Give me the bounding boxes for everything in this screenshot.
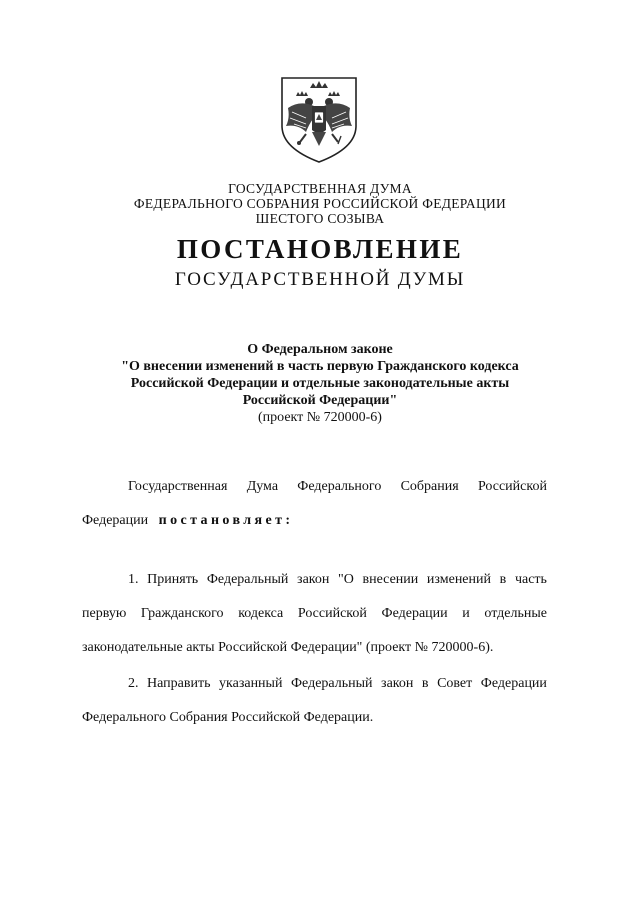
item-2-word: закон <box>381 676 414 691</box>
item-2-word: Федеральный <box>290 676 373 691</box>
item-2-word: в <box>421 676 429 691</box>
preamble-word: Дума <box>246 479 279 494</box>
item-1-word: первую <box>82 606 127 621</box>
item-2-word: Федерации <box>480 676 547 691</box>
preamble-word: Российской <box>477 479 547 494</box>
preamble-word: Федерального <box>297 479 382 494</box>
subject-line-1: О Федеральном законе <box>247 342 393 357</box>
item-1-word: Гражданского <box>140 606 224 621</box>
subject-line-2: "О внесении изменений в часть первую Гражданского кодекса <box>121 359 519 374</box>
item-1-word: закон <box>297 572 330 587</box>
item-2-word: Направить <box>147 676 211 691</box>
item-1-word: Федерации <box>381 606 448 621</box>
bill-number: (проект № 720000-6) <box>258 410 382 425</box>
preamble-word: Государственная <box>128 479 228 494</box>
resolves-word: постановляет: <box>158 513 294 528</box>
item-2-word: Совет <box>437 676 473 691</box>
issuer-line-2: ФЕДЕРАЛЬНОГО СОБРАНИЯ РОССИЙСКОЙ ФЕДЕРАЦИИ <box>133 196 507 211</box>
issuer-line-1: ГОСУДАРСТВЕННАЯ ДУМА <box>228 181 412 196</box>
item-1-word: Федеральный <box>206 572 289 587</box>
item-1-word: и <box>462 606 470 621</box>
item-1-word: "О <box>338 572 354 587</box>
item-1-word: 1. <box>128 572 139 587</box>
convocation-line: ШЕСТОГО СОЗЫВА <box>255 211 385 226</box>
document-title: ПОСТАНОВЛЕНИЕ <box>176 234 464 264</box>
item-2-word: 2. <box>128 676 139 691</box>
preamble-federation: Федерации <box>82 513 149 528</box>
subject-line-4: Российской Федерации" <box>242 393 398 408</box>
subject-line-3: Российской Федерации и отдельные законодательные акты <box>130 376 510 391</box>
item-1-line-2 <box>82 605 547 623</box>
item-1-word: внесении <box>362 572 419 587</box>
item-1-word: отдельные <box>484 606 547 621</box>
item-1-word: изменений <box>426 572 492 587</box>
coat-of-arms-icon <box>276 74 362 164</box>
item-1-word: часть <box>514 572 547 587</box>
item-1-word: Принять <box>147 572 199 587</box>
item-2-line-2: Федерального Собрания Российской Федерации. <box>82 710 374 725</box>
preamble-line-2 <box>82 512 293 530</box>
item-1-word: кодекса <box>238 606 284 621</box>
item-2-line-1 <box>128 675 547 693</box>
preamble-line-1 <box>128 478 547 496</box>
document-subtitle: ГОСУДАРСТВЕННОЙ ДУМЫ <box>174 269 466 290</box>
item-1-word: Российской <box>297 606 367 621</box>
item-2-word: указанный <box>219 676 283 691</box>
item-1-word: в <box>499 572 507 587</box>
item-1-line-1 <box>128 571 547 589</box>
item-1-line-3: законодательные акты Российской Федерации" (проект № 720000-6). <box>82 640 494 655</box>
preamble-word: Собрания <box>400 479 459 494</box>
